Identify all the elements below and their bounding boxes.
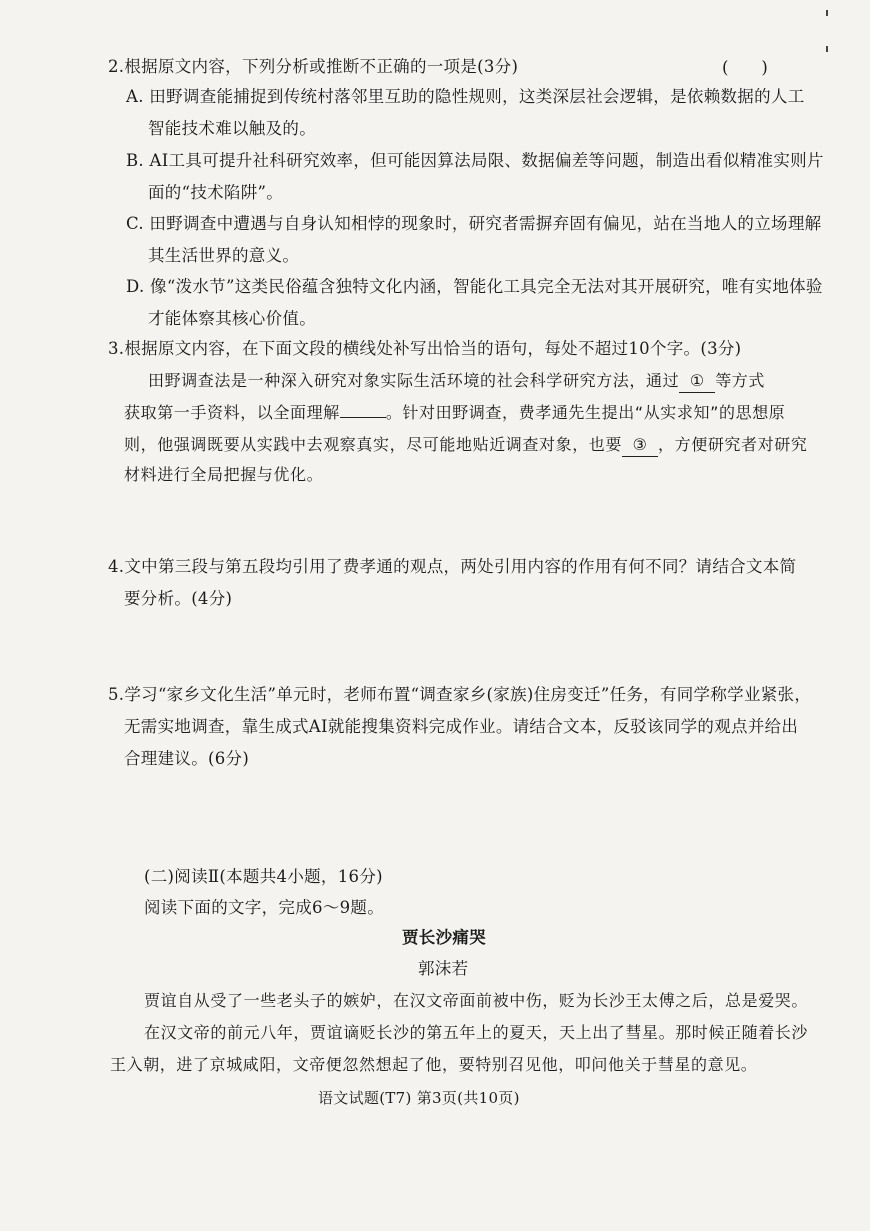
passage-text: 。针对田野调查，费孝通先生提出“从实求知”的思想原 bbox=[385, 403, 786, 422]
article-title: 贾长沙痛哭 bbox=[402, 928, 486, 947]
q5-line3: 合理建议。(6分) bbox=[124, 749, 250, 768]
q5-line2: 无需实地调查，靠生成式AI就能搜集资料完成作业。请结合文本，反驳该同学的观点并给出 bbox=[124, 717, 799, 736]
page-footer: 语文试题(T7) 第3页(共10页) bbox=[318, 1089, 520, 1107]
article-paragraph-1: 贾谊自从受了一些老头子的嫉妒，在汉文帝面前被中伤，贬为长沙王太傅之后，总是爱哭。 bbox=[144, 991, 809, 1010]
edge-mark bbox=[826, 46, 828, 52]
q2-option-a-line1: A. 田野调查能捕捉到传统村落邻里互助的隐性规则，这类深层社会逻辑，是依赖数据的人工 bbox=[126, 87, 805, 106]
q2-option-b-line2: 面的“技术陷阱”。 bbox=[148, 183, 284, 202]
passage-text: 获取第一手资料，以全面理解 bbox=[124, 403, 340, 422]
q3-passage-line2 bbox=[124, 402, 785, 424]
q3-passage-line4: 材料进行全局把握与优化。 bbox=[124, 465, 324, 484]
passage-text: 等方式 bbox=[715, 371, 766, 390]
article-paragraph-2-line2: 王入朝，进了京城咸阳，文帝便忽然想起了他，要特别召见他，叩问他关于彗星的意见。 bbox=[110, 1055, 758, 1074]
q4-line1: 4.文中第三段与第五段均引用了费孝通的观点，两处引用内容的作用有何不同？请结合文本简 bbox=[108, 557, 797, 576]
q2-option-d-line1: D. 像“泼水节”这类民俗蕴含独特文化内涵，智能化工具完全无法对其开展研究，唯有实地体验 bbox=[126, 277, 823, 296]
q2-stem: 2.根据原文内容，下列分析或推断不正确的一项是(3分) bbox=[108, 57, 519, 76]
q3-stem: 3.根据原文内容，在下面文段的横线处补写出恰当的语句，每处不超过10个字。(3分) bbox=[108, 339, 742, 358]
q2-option-a-line2: 智能技术难以触及的。 bbox=[148, 119, 316, 138]
blank-1[interactable]: ① bbox=[679, 370, 715, 393]
answer-bracket: ( ) bbox=[722, 58, 768, 77]
q3-passage-line1 bbox=[148, 370, 765, 393]
passage-text: 则，他强调既要从实践中去观察真实，尽可能地贴近调查对象，也要 bbox=[124, 435, 623, 454]
passage-text: 田野调查法是一种深入研究对象实际生活环境的社会科学研究方法，通过 bbox=[148, 371, 680, 390]
q2-option-c-line1: C. 田野调查中遭遇与自身认知相悖的现象时，研究者需摒弃固有偏见，站在当地人的立场理解 bbox=[126, 214, 822, 233]
q4-line2: 要分析。(4分) bbox=[124, 589, 233, 608]
edge-mark bbox=[826, 10, 828, 16]
q2-option-b-line1: B. AI工具可提升社科研究效率，但可能因算法局限、数据偏差等问题，制造出看似精准实则片 bbox=[126, 151, 824, 170]
blank-3[interactable]: ③ bbox=[622, 434, 658, 457]
article-paragraph-2-line1: 在汉文帝的前元八年，贾谊谪贬长沙的第五年上的夏天，天上出了彗星。那时候正随着长沙 bbox=[144, 1023, 809, 1042]
blank-2[interactable] bbox=[340, 417, 386, 418]
article-author: 郭沫若 bbox=[418, 959, 469, 978]
section-heading: (二)阅读Ⅱ(本题共4小题，16分) bbox=[144, 867, 383, 886]
q2-option-d-line2: 才能体察其核心价值。 bbox=[148, 309, 316, 328]
q5-line1: 5.学习“家乡文化生活”单元时，老师布置“调查家乡(家族)住房变迁”任务，有同学称学业紧张， bbox=[108, 685, 812, 704]
passage-text: ，方便研究者对研究 bbox=[658, 435, 808, 454]
section-instruction: 阅读下面的文字，完成6～9题。 bbox=[144, 898, 384, 917]
q3-passage-line3 bbox=[124, 434, 807, 457]
q2-option-c-line2: 其生活世界的意义。 bbox=[148, 246, 300, 265]
